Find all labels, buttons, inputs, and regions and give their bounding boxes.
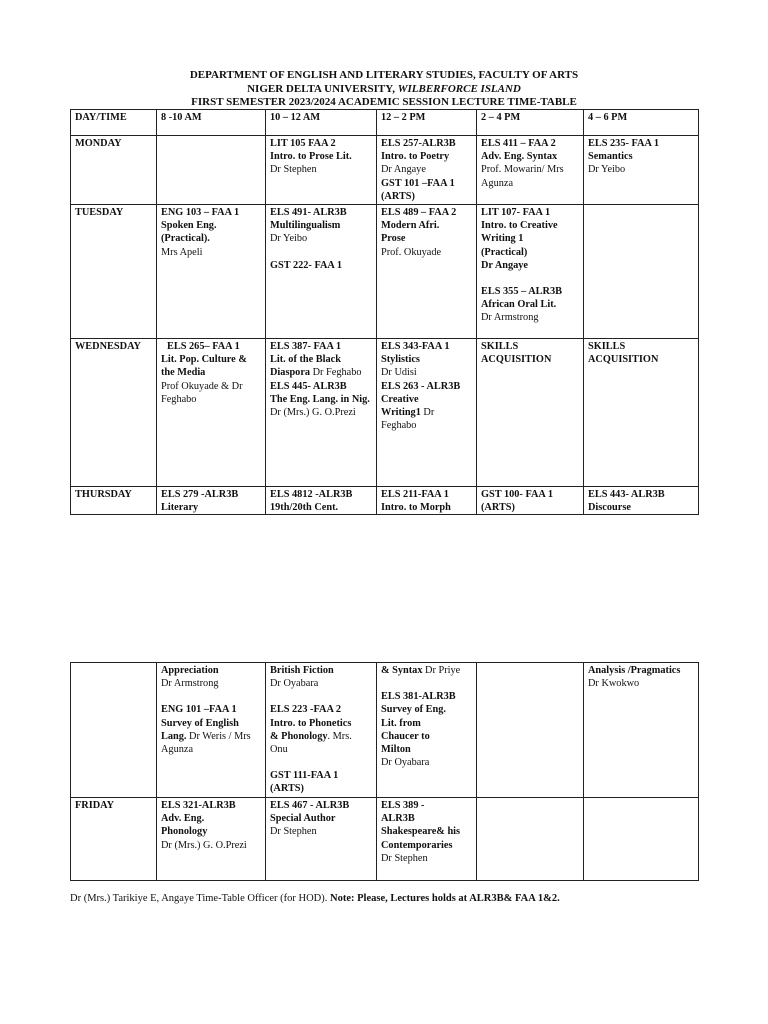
- course-title: Modern Afri.: [381, 220, 440, 232]
- lecturer: . Mrs. Onu: [270, 730, 352, 756]
- course-title: Lit. from: [381, 717, 421, 729]
- activity: ACQUISITION: [588, 354, 659, 366]
- mixed-line: [381, 664, 472, 677]
- mixed-line: [270, 730, 372, 756]
- day-thursday: THURSDAY: [71, 487, 157, 515]
- cell-friday-12-2: [377, 798, 477, 881]
- cell-friday-10-12: [266, 798, 377, 881]
- cell-friday-8-10: [157, 798, 266, 881]
- timetable-part-1: [70, 109, 699, 515]
- course-title: Appreciation: [161, 665, 219, 676]
- course-title: 19th/20th Cent.: [270, 502, 339, 514]
- course-title: Special Author: [270, 813, 336, 825]
- cell-tuesday-12-2: [377, 205, 477, 339]
- timetable-part-2: [70, 662, 699, 881]
- course-code: ELS 387- FAA 1: [270, 341, 342, 352]
- lecturer: Dr Udisi: [381, 367, 417, 379]
- course-code: ELS 443- ALR3B: [588, 489, 665, 500]
- course-title: Intro. to Creative: [481, 220, 558, 232]
- cell-thursday-8-10: [157, 487, 266, 515]
- course-title: Chaucer to: [381, 730, 430, 742]
- cell-tuesday-4-6: [584, 205, 699, 339]
- lecturer: Mrs Apeli: [161, 246, 203, 258]
- activity: SKILLS: [588, 341, 626, 352]
- cell-wednesday-12-2: [377, 339, 477, 487]
- course-code: LIT 105 FAA 2: [270, 138, 336, 149]
- course-code: GST 100- FAA 1: [481, 489, 553, 500]
- course-title: Survey of Eng.: [381, 704, 446, 716]
- course-code: ELS 445- ALR3B: [270, 380, 347, 392]
- course-title: Diaspora: [270, 367, 311, 379]
- cell-monday-8-10: [157, 136, 266, 205]
- course-title: Lang.: [161, 730, 187, 742]
- lecturer: Dr Armstrong: [161, 678, 219, 690]
- course-title: Spoken Eng.: [161, 220, 217, 232]
- course-title: Milton: [381, 744, 411, 756]
- course-code: ELS 355 – ALR3B: [481, 286, 562, 298]
- cell-thursday-cont-4-6: [584, 663, 699, 798]
- column-header-2-4: 2 – 4 PM: [477, 110, 584, 136]
- cell-monday-12-2: [377, 136, 477, 205]
- cell-tuesday-2-4: [477, 205, 584, 339]
- day-monday: MONDAY: [71, 136, 157, 205]
- course-title: African Oral Lit.: [481, 299, 557, 311]
- course-note: (ARTS): [270, 783, 304, 795]
- department-title: DEPARTMENT OF ENGLISH AND LITERARY STUDIES, FACULTY OF ARTS: [189, 69, 579, 81]
- mixed-line: [270, 366, 372, 392]
- course-title: Contemporaries: [381, 839, 453, 851]
- lecturer: Prof Okuyade & Dr Feghabo: [161, 380, 243, 405]
- cell-thursday-cont-12-2: [377, 663, 477, 798]
- cell-thursday-10-12: [266, 487, 377, 515]
- course-title: (Practical).: [161, 233, 210, 245]
- course-title: Writing1: [381, 407, 421, 419]
- lecturer: Dr Kwokwo: [588, 678, 640, 690]
- header-row: [71, 110, 699, 136]
- course-title: Phonology: [161, 826, 208, 838]
- lecturer: Dr Weris / Mrs Agunza: [161, 730, 251, 756]
- course-code: ELS 279 -ALR3B: [161, 489, 239, 500]
- column-header-daytime: DAY/TIME: [71, 110, 157, 136]
- course-code: ELS 257-ALR3B: [381, 138, 456, 149]
- course-code: ELS 343-FAA 1: [381, 341, 450, 352]
- course-code: GST 222- FAA 1: [270, 259, 342, 271]
- timetable-officer: Dr (Mrs.) Tarikiye E, Angaye Time-Table Officer (for HOD).: [70, 893, 330, 904]
- lecturer: Dr Angaye: [381, 164, 426, 176]
- lecturer: Prof. Mowarin/ Mrs Agunza: [481, 164, 564, 189]
- document-header: [70, 69, 698, 110]
- row-wednesday: [71, 339, 699, 487]
- cell-wednesday-2-4: [477, 339, 584, 487]
- course-title: Intro. to Morph: [381, 502, 451, 514]
- course-title: Intro. to Prose Lit.: [270, 151, 352, 163]
- course-title: Literary: [161, 502, 199, 514]
- lecturer: Prof. Okuyade: [381, 246, 442, 258]
- cell-tuesday-10-12: [266, 205, 377, 339]
- row-friday: [71, 798, 699, 881]
- row-monday: [71, 136, 699, 205]
- lecturer: Dr Stephen: [270, 164, 317, 176]
- cell-thursday-cont-2-4: [477, 663, 584, 798]
- lecturer: Dr Oyabara: [270, 678, 319, 690]
- row-tuesday: [71, 205, 699, 339]
- column-header-4-6: 4 – 6 PM: [584, 110, 699, 136]
- course-title: the Media: [161, 367, 206, 379]
- course-title: Stylistics: [381, 354, 420, 366]
- lecturer: Dr Oyabara: [381, 757, 430, 769]
- cell-thursday-4-6: [584, 487, 699, 515]
- mixed-line: [381, 406, 472, 432]
- university-location: WILBERFORCE ISLAND: [397, 82, 521, 95]
- activity: SKILLS: [481, 341, 519, 352]
- course-code: ELS 411 – FAA 2: [481, 138, 556, 149]
- course-title: & Phonology: [270, 730, 328, 742]
- course-note: (ARTS): [381, 190, 415, 202]
- course-title: (Practical): [481, 246, 528, 258]
- course-code: LIT 107- FAA 1: [481, 207, 551, 218]
- day-wednesday: WEDNESDAY: [71, 339, 157, 487]
- course-code: GST 111-FAA 1: [270, 770, 339, 782]
- course-code: ENG 101 –FAA 1: [161, 704, 237, 716]
- course-title: Discourse: [588, 502, 631, 514]
- cell-monday-2-4: [477, 136, 584, 205]
- lecturer: Dr Stephen: [381, 852, 428, 864]
- course-title: Adv. Eng.: [161, 813, 205, 825]
- course-code: ELS 4812 -ALR3B: [270, 489, 353, 500]
- course-title: Creative: [381, 393, 419, 405]
- cell-thursday-2-4: [477, 487, 584, 515]
- course-code: ELS 223 -FAA 2: [270, 704, 342, 716]
- lecturer: Dr (Mrs.) G. O.Prezi: [161, 839, 247, 851]
- cell-thursday-12-2: [377, 487, 477, 515]
- lecturer: Dr Stephen: [270, 826, 317, 838]
- timetable-title: FIRST SEMESTER 2023/2024 ACADEMIC SESSION LECTURE TIME-TABLE: [191, 96, 577, 108]
- course-title: The Eng. Lang. in Nig.: [270, 393, 370, 405]
- course-title: Analysis /Pragmatics: [588, 665, 681, 676]
- course-code: ELS 321-ALR3B: [161, 800, 236, 811]
- course-title: Prose: [381, 233, 406, 245]
- course-code: ENG 103 – FAA 1: [161, 207, 240, 218]
- cell-friday-2-4: [477, 798, 584, 881]
- course-title: Intro. to Phonetics: [270, 717, 352, 729]
- cell-monday-10-12: [266, 136, 377, 205]
- course-title: Shakespeare& his: [381, 826, 461, 838]
- course-code: ALR3B: [381, 813, 415, 825]
- cell-thursday-cont-10-12: [266, 663, 377, 798]
- university-name-main: NIGER DELTA UNIVERSITY,: [247, 82, 398, 95]
- course-title: British Fiction: [270, 665, 334, 676]
- venue-note: Note: Please, Lectures holds at ALR3B& FAA 1&2.: [330, 893, 560, 904]
- course-title: Survey of English: [161, 717, 239, 729]
- lecturer: Dr Angaye: [481, 259, 529, 271]
- course-code: ELS 491- ALR3B: [270, 207, 347, 218]
- course-code: ELS 389 -: [381, 800, 425, 811]
- course-title: Lit. of the Black: [270, 354, 341, 366]
- lecturer: Dr Priye: [422, 665, 461, 676]
- cell-monday-4-6: [584, 136, 699, 205]
- lecturer: Dr Armstrong: [481, 312, 539, 324]
- lecturer: Dr (Mrs.) G. O.Prezi: [270, 407, 356, 419]
- row-thursday-continued: [71, 663, 699, 798]
- course-title: Lit. Pop. Culture &: [161, 354, 247, 366]
- course-note: (ARTS): [481, 502, 515, 514]
- course-title: Multilingualism: [270, 220, 341, 232]
- column-header-10-12: 10 – 12 AM: [266, 110, 377, 136]
- lecturer: Dr Yeibo: [270, 233, 308, 245]
- cell-friday-4-6: [584, 798, 699, 881]
- lecturer: Dr Yeibo: [588, 164, 626, 176]
- footer-note: [70, 893, 720, 904]
- cell-wednesday-8-10: [157, 339, 266, 487]
- course-title: Writing 1: [481, 233, 524, 245]
- course-title: Intro. to Poetry: [381, 151, 450, 163]
- cell-thursday-cont-day: [71, 663, 157, 798]
- course-code: ELS 467 - ALR3B: [270, 800, 350, 811]
- course-code: ELS 211-FAA 1: [381, 489, 449, 500]
- course-title: Semantics: [588, 151, 633, 163]
- course-title: & Syntax: [381, 665, 423, 676]
- cell-tuesday-8-10: [157, 205, 266, 339]
- cell-wednesday-4-6: [584, 339, 699, 487]
- column-header-12-2: 12 – 2 PM: [377, 110, 477, 136]
- column-header-8-10: 8 -10 AM: [157, 110, 266, 136]
- course-code: ELS 381-ALR3B: [381, 691, 456, 703]
- lecturer: Dr Feghabo: [310, 367, 362, 379]
- course-code: ELS 263 - ALR3B: [381, 380, 461, 392]
- cell-thursday-cont-8-10: [157, 663, 266, 798]
- mixed-line: [270, 393, 372, 419]
- activity: ACQUISITION: [481, 354, 552, 366]
- day-tuesday: TUESDAY: [71, 205, 157, 339]
- university-name: [70, 83, 698, 97]
- lecturer: Dr Feghabo: [381, 407, 435, 432]
- course-code: GST 101 –FAA 1: [381, 177, 455, 189]
- course-code: ELS 265– FAA 1: [167, 341, 240, 352]
- row-thursday: [71, 487, 699, 515]
- mixed-line: [161, 730, 261, 756]
- cell-wednesday-10-12: [266, 339, 377, 487]
- course-code: ELS 489 – FAA 2: [381, 207, 457, 218]
- course-title: Adv. Eng. Syntax: [481, 151, 558, 163]
- course-code: ELS 235- FAA 1: [588, 138, 660, 149]
- day-friday: FRIDAY: [71, 798, 157, 881]
